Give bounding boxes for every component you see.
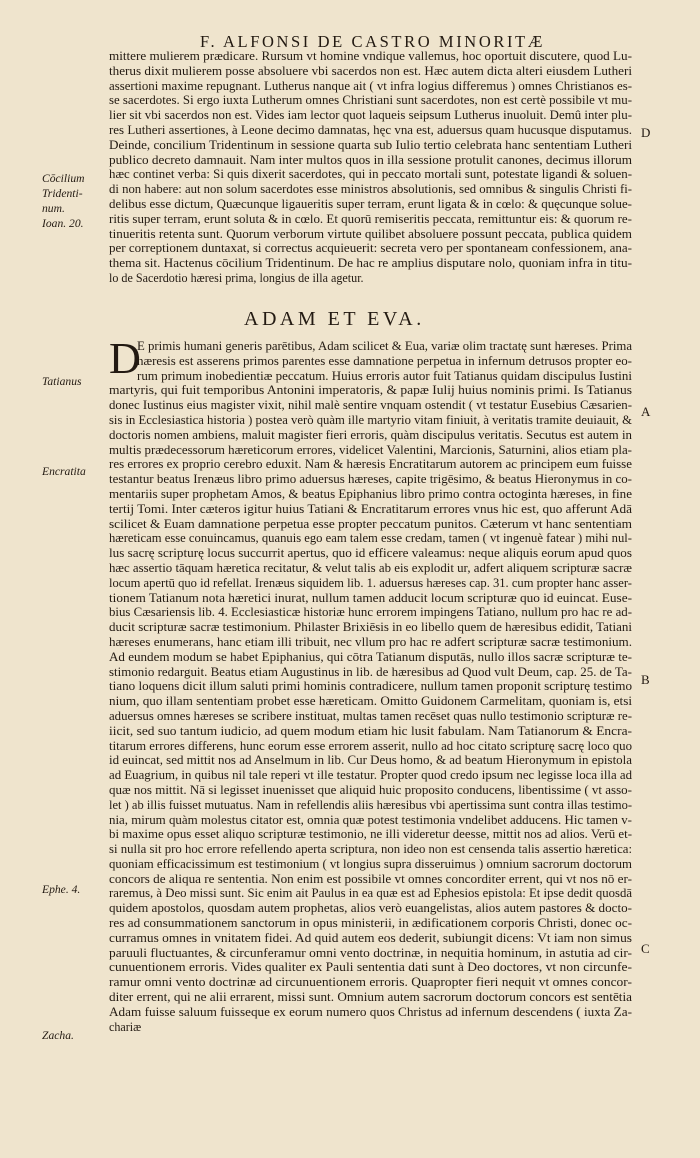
paragraph-1-line: se sacerdotes. Si ergo iuxta Lutherum omnes Christiani sunt sacerdotes, non est certè possibile vt mu-	[109, 93, 632, 108]
paragraph-2-line: rum primum inobedientiæ peccatum. Huius erroris autor fuit Tatianus quidam discipulus Iustini	[137, 368, 632, 383]
paragraph-2-line: tiano loquens dicit illum saluti primi hominis contradicere, nullum tamen proponit scripturę testimo	[109, 679, 632, 694]
paragraph-2-line: lus sacrę scripturę locus succurrit apertus, quo id efficere valeamus: neque aliquis eorum apud quos	[109, 546, 632, 561]
paragraph-2-line: res ad consummationem sanctorum in opus ministerii, in ædificationem corporis Christi, donec oc-	[109, 916, 632, 931]
side-letter-c: C	[641, 941, 650, 956]
paragraph-2-line: res errores ex proprio cerebro eduxit. Nam & hæresis Encratitarum autorem ac principem eum fuisse	[109, 457, 632, 472]
paragraph-1-line: publico decreto damnauit. Nam inter multos quos in illa sessione protulit canones, decimus illorum	[109, 152, 632, 167]
margin-note-encratita: Encratita	[42, 465, 86, 478]
paragraph-2-line: id euincat, sed mittit nos ad Anselmum in lib. Cur Deus homo, & ad beatum Hieronymum in epistola	[109, 753, 632, 768]
paragraph-2-line: chariæ	[109, 1019, 142, 1034]
paragraph-2-line: nium, quo illam sententiam probet esse hæreticam. Omitto Guidonem Carmelitam, quoniam is, etsi	[109, 694, 632, 709]
paragraph-2-line: nia, mirum quàm molestus citator est, omnia quæ potest testimonia vndelibet adducens. Hic tamen v-	[109, 812, 632, 827]
paragraph-1-line: thema sit. Hactenus cōcilium Tridentinum. De hac re amplius disputare nolo, quoniam infra in titu-	[109, 256, 632, 271]
section-heading: ADAM ET EVA.	[244, 308, 425, 330]
paragraph-1-line: lo de Sacerdotio hæresi prima, longius de illa agetur.	[109, 270, 364, 285]
paragraph-2-line: sis in Ecclesiastica historia ) postea verò quàm ille martyrio vitam finiuit, à veritatis tramite deuiauit, &	[109, 412, 632, 427]
paragraph-2-line: tionem Tatianum nota hæretici inurat, nullum tamen adducit locum scripturæ quo id euincat. Euse-	[109, 590, 632, 605]
paragraph-2-line: donec Iustinus eius magister vixit, nihil malè sentire vnquam ostendit ( vt testatur Eusebius Cæsarien-	[109, 398, 632, 413]
paragraph-2-line: aduersus omnes hæreses se scribere instituat, multas tamen recēset quas nullo testimonio scripturæ re-	[109, 708, 632, 723]
paragraph-2-line: paruuli fluctuantes, & circunferamur omni vento doctrinæ, in nequitia hominum, in astutia ad cir-	[109, 945, 632, 960]
margin-note-tatianus: Tatianus	[42, 375, 82, 388]
paragraph-2-line: bi maxime opus esset aliquo scripturæ testimonio, ne illi videretur deesse, mittit nos ad alios. Verū et-	[109, 827, 632, 842]
paragraph-2-line: si nulla sit pro hoc errore refellendo aperta scriptura, non ideo non est censenda talis assertio hæretica:	[109, 842, 632, 857]
paragraph-2-line: tertij Tomi. Inter cæteros igitur huius Tatiani & Encratitarum errores vnus hic est, quo afferunt Adā	[109, 501, 632, 516]
running-head: F. ALFONSI DE CASTRO MINORITÆ	[200, 32, 545, 51]
side-letter-b: B	[641, 672, 650, 687]
paragraph-1-line: di non habere: aut non solum sacerdotes esse ministros absolutionis, sed omnibus & singulis Christi fi-	[109, 182, 632, 197]
paragraph-2-line: ad Euagrium, in quibus nil tale reperi vt ille testatur. Propter quod credo ipsum nec legisse loca illa ad	[109, 768, 632, 783]
paragraph-2-line: hæreses enumerans, hanc etiam illi tribuit, nec vllum pro hac re adfert scripturæ sacræ testimonium.	[109, 634, 632, 649]
paragraph-2-line: ramur omni vento doctrinæ ad circunuentionem erroris. Quapropter fieri nequit vt omnes concor-	[109, 975, 632, 990]
margin-note-ioan: Ioan. 20.	[42, 217, 84, 230]
paragraph-2-line: quæ nos mittit. Nā si legisset inuenisset que aliquid huic proposito conducens, libentissime ( vt asso-	[109, 782, 632, 797]
side-letter-a: A	[641, 404, 651, 419]
paragraph-2-line: curramus omnes in vnitatem fidei. Ad quid autem eos dederit, subiungit dicens: Vt iam non simus	[109, 930, 632, 945]
paragraph-2-line: stimonio redarguit. Beatus etiam Augustinus in lib. de hæresibus ad Quod vult Deum, cap. 25. de Ta-	[109, 664, 632, 679]
paragraph-1-line: ritis super terram, erunt soluta & in cœlo. Et quorū remiseritis peccata, remittuntur eis: & quorum re-	[109, 211, 632, 226]
paragraph-2-line: titarum errores differens, hunc eorum esse errorem asserit, nullo ad hoc citato scripturę sacrę loco quo	[109, 738, 632, 753]
paragraph-2-line: hæresis est asserens primos parentes esse damnatione perpetua in infernum detrusos propter eo-	[137, 353, 632, 368]
side-letter-d: D	[641, 125, 651, 140]
paragraph-2-line: let ) ab illis fuisset mutuatus. Nam in refellendis aliis hæresibus vbi apertissima sunt contra illas testimo-	[109, 797, 632, 812]
paragraph-2-line: hæc assertio tāquam hæretica recitatur, & velut talis ab eis explodit ur, adfert aliquem scripturæ sacræ	[109, 560, 632, 575]
paragraph-1-line: hæc continet verba: Si quis dixerit sacerdotes, qui in peccato mortali sunt, potestate ligandi & soluen-	[109, 167, 632, 182]
paragraph-2-line: iicit, sed suo tantum iudicio, ad quem modum etiam hic lusit fabulam. Nam Tatianorum & Encra-	[109, 723, 632, 738]
paragraph-1-line: tinueritis retenta sunt. Quorum verborum virtute quilibet absoluere possunt peccata, publica quidem	[109, 226, 632, 241]
paragraph-2-line: scilicet & Euam damnatione perpetua esse propter peccatum punitos. Cæterum vt hanc sententiam	[109, 516, 632, 531]
margin-note-concilium: Cōcilium	[42, 172, 85, 185]
paragraph-2-line: locum apertū quo id refellat. Irenæus siquidem lib. 1. aduersus hæreses cap. 31. cum propter hanc asser-	[109, 575, 632, 590]
paragraph-block-2	[109, 334, 632, 1034]
paragraph-2-line: testantur beatus Irenæus libro primo aduersus hæreses, capite trigēsimo, & beatus Hieronymus in co-	[109, 472, 632, 487]
paragraph-2-line: quoniam efficacissimum est testimonium ( vt longius supra disseruimus ) omnium sacrorum doctorum	[109, 856, 632, 871]
paragraph-2-line: Adam fuisse saluum fuisseque ex eorum numero quos Christus ad infernum descendens ( iuxta Za-	[109, 1004, 632, 1019]
paragraph-1-line: mittere mulierem prædicare. Rursum vt homine vndique vallemus, hoc oportuit discutere, quod Lu-	[109, 49, 632, 63]
margin-note-num: num.	[42, 202, 65, 215]
paragraph-2-line: cunuentionem erroris. Vides qualiter ex Pauli sententia dati sunt à Deo doctores, vt non circunfe-	[109, 960, 632, 975]
margin-note-ephe: Ephe. 4.	[42, 883, 81, 896]
paragraph-2-line: doctoris nomen ambiens, maluit magister fieri erroris, quàm discipulus veritatis. Secutus est autem in	[109, 427, 632, 442]
paragraph-2-line: concors de aliqua re sententia. Non enim est possibile vt omnes concorditer errent, qui vt nos nō er-	[109, 871, 632, 886]
paragraph-2-line: quidem apostolos, quosdam autem prophetas, alios verò euangelistas, alios autem pastores & docto-	[109, 901, 632, 916]
paragraph-1-line: therus dixit mulierem posse absoluere vbi sacerdos non est. Hæc autem dicta alteri eiusdem Lutheri	[109, 63, 632, 78]
paragraph-2-line: Ad eundem modum se habet Epiphanius, qui cōtra Tatianum disputās, nullo illos sacræ scripturæ te-	[109, 649, 632, 664]
paragraph-1-line: per correptionem duntaxat, si correctus acquieuerit: secreta vero per spontaneam confessionem, ana-	[109, 241, 632, 256]
paragraph-1-line: assertioni maxime repugnant. Lutherus nanque ait ( vt infra logius differemus ) omnes Christianos es-	[109, 78, 632, 93]
paragraph-2-line: hæreticam esse conuincamus, quanuis ego eam talem esse credam, tamen ( vt ingenuè fatear ) mihi nul-	[109, 531, 632, 546]
paragraph-2-line: mentariis super prophetam Amos, & beatus Epiphanius libro primo contra octoginta hæreses, in fine	[109, 486, 632, 501]
paragraph-1-line: delibus esse dictum, Quæcunque ligaueritis super terram, erunt ligata & in cœlo: & quęcunque solue-	[109, 196, 632, 211]
paragraph-block-1	[109, 49, 632, 286]
margin-note-zacha: Zacha.	[42, 1029, 74, 1042]
paragraph-1-line: Deinde, concilium Tridentinum in sessione quarta sub Iulio tertio celebrata hanc sententiam Lutheri	[109, 137, 632, 152]
paragraph-1-line: res Lutheri assertiones, à Leone decimo damnatas, hęc vna est, aduersus quam hucusque disputamus.	[109, 122, 632, 137]
paragraph-2-line: diter errent, qui ne alii errarent, missi sunt. Omnium autem sacrorum doctorum concors est sentētia	[109, 990, 632, 1005]
paragraph-1-line: lier sit vbi sacerdos non est. Vides iam lector quot laqueis seipsum Lutherus inuoluit. Demû inter plu-	[109, 108, 632, 123]
paragraph-2-line: multis prædecessorum hæreticorum errores, videlicet Valentini, Marcionis, Saturnini, alios etiam pla-	[109, 442, 632, 457]
drop-cap: D	[109, 334, 141, 383]
paragraph-2-line: ducit scripturæ sacræ testimonium. Philaster Brixiēsis in eo libello quem de hæresibus edidit, Tatiani	[109, 620, 632, 635]
paragraph-2-line: martyris, qui fuit temporibus Antonini imperatoris, & papæ Iulij huius nominis primi. Is Tatianus	[109, 383, 632, 398]
margin-note-tridenti: Tridenti-	[42, 187, 83, 200]
paragraph-2-line: E primis humani generis parētibus, Adam scilicet & Eua, variæ olim tractatę sunt hæreses. Prima	[137, 339, 632, 353]
paragraph-2-line: raremus, à Deo missi sunt. Sic enim ait Paulus in ea quæ est ad Ephesios epistola: Et ipse dedit quosdā	[109, 886, 632, 901]
paragraph-2-line: bius Cæsariensis lib. 4. Ecclesiasticæ historiæ hunc errorem impingens Tatiano, nullum pro hac re ad-	[109, 605, 632, 620]
